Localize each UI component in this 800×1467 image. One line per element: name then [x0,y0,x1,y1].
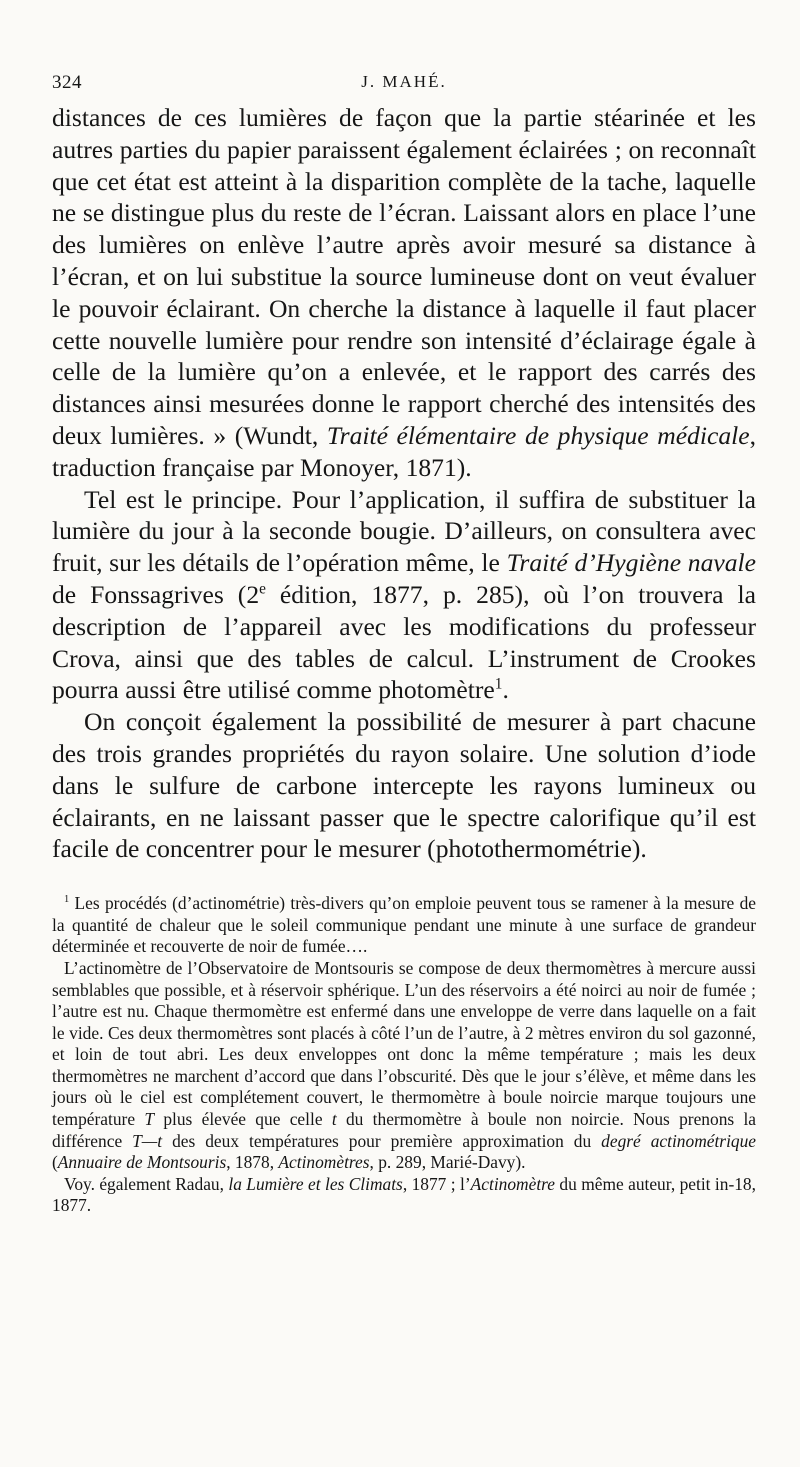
page-header [52,66,756,96]
text-run: du thermomètre à boule non noircie. Nous prenons la différence [52,1109,757,1151]
italic-run: Actinomètre [470,1173,555,1194]
footnotes [52,893,756,1217]
edition-superscript: e [259,580,266,598]
italic-run: T—t [132,1130,163,1151]
text-run: des deux températures pour première approximation du [162,1130,602,1151]
footnote-marker: 1 [64,894,70,906]
text-run: de Fonssagrives (2 [52,579,260,609]
text-run: ( [52,1152,58,1173]
text-run: édition, 1877, p. 285), où l’on trouvera la description de l’appareil avec les modifications du professeur Crova, ainsi que des tables de calcul. L’instrument de Crookes pourra aussi être utilisé comme photomètre [52,579,756,705]
italic-run: Annuaire de Montsouris [57,1152,227,1173]
italic-run: T [144,1109,155,1130]
text-run: distances de ces lumières de façon que la partie stéarinée et les autres parties du papier paraissent également éclairées ; on reconnaît que cet état est atteint à la disparition complète de la tache, laquelle ne se distingue plus du reste de l’écran. Laissant alors en place l’une des lumières on enlève l’autre après avoir mesuré sa distance à l’écran, et on lui substitue la source lumineuse dont on veut évaluer le pouvoir éclairant. On cherche la distance à laquelle il faut placer cette nouvelle lumière pour rendre son intensité d’éclairage égale à celle de la lumière qu’on a enlevée, et le rapport des carrés des distances ainsi mesurées donne le rapport cherché des intensités des deux lumières. » (Wundt, [52,103,756,450]
footnote-reference: 1 [494,675,503,693]
text-run: . [502,675,509,705]
text-run: , traduction française par Monoyer, 1871). [52,420,756,482]
book-title: Traité d’Hygiène navale [506,548,757,578]
text-run: , 1877 ; l’ [402,1173,471,1194]
running-title: J. MAHÉ. [361,72,447,91]
italic-run: la Lumière et les Climats [228,1173,403,1194]
text-run: du même auteur, petit in-18, 1877. [52,1173,756,1216]
italic-run: degré actinométrique [601,1130,757,1151]
text-run: Voy. également Radau, [64,1173,229,1194]
paragraph-principle [52,484,756,707]
italic-run: t [331,1109,337,1130]
page-number: 324 [52,72,82,93]
footnote-paragraph [52,1174,756,1217]
footnote-paragraph [52,893,756,958]
footnote-paragraph [52,958,756,1174]
paragraph-continued [52,102,756,484]
book-title: Traité élémentaire de physique médicale [326,420,750,450]
text-run: L’actinomètre de l’Observatoire de Montsouris se compose de deux thermomètres à mercure aussi semblables que possible, et à réservoir sphérique. L’un des réservoirs a été noirci au noir de fumée ; l’autre est nu. Chaque thermomètre est enfermé dans une enveloppe de verre dans laquelle on a fait le vide. Ces deux thermomètres sont placés à côté l’un de l’autre, à 2 mètres environ du sol gazonné, et loin de tout abri. Les deux enveloppes ont donc la même température ; mais les deux thermomètres ne marchent d’accord que dans l’obscurité. Dès que le jour s’élève, et même dans les jours où le ciel est complétement couvert, le thermomètre à boule noircie marque toujours une température [52,957,756,1130]
paragraph-solar-properties: On conçoit également la possibilité de mesurer à part chacune des trois grandes propriétés du rayon solaire. Une solution d’iode dans le sulfure de carbone intercepte les rayons lumineux ou éclairants, en ne laissant passer que le spectre calorifique qu’il est facile de concentrer pour le mesurer (photothermométrie). [52,707,756,864]
text-run: Tel est le principe. Pour l’application, il suffira de substituer la lumière du jour à la seconde bougie. D’ailleurs, on consultera avec fruit, sur les détails de l’opération même, le [52,484,756,578]
page-content [52,66,756,1217]
text-run: Les procédés (d’actinométrie) très-divers qu’on emploie peuvent tous se ramener à la mesure de la quantité de chaleur que le soleil communique pendant une minute à une surface de grandeur déterminée et recouverte de noir de fumée…. [52,893,756,957]
text-run: , 1878, [226,1152,279,1173]
text-run: plus élevée que celle [154,1109,332,1130]
main-text [52,102,756,865]
text-run: , p. 289, Marié-Davy). [369,1152,526,1173]
italic-run: Actinomètres [278,1152,370,1173]
